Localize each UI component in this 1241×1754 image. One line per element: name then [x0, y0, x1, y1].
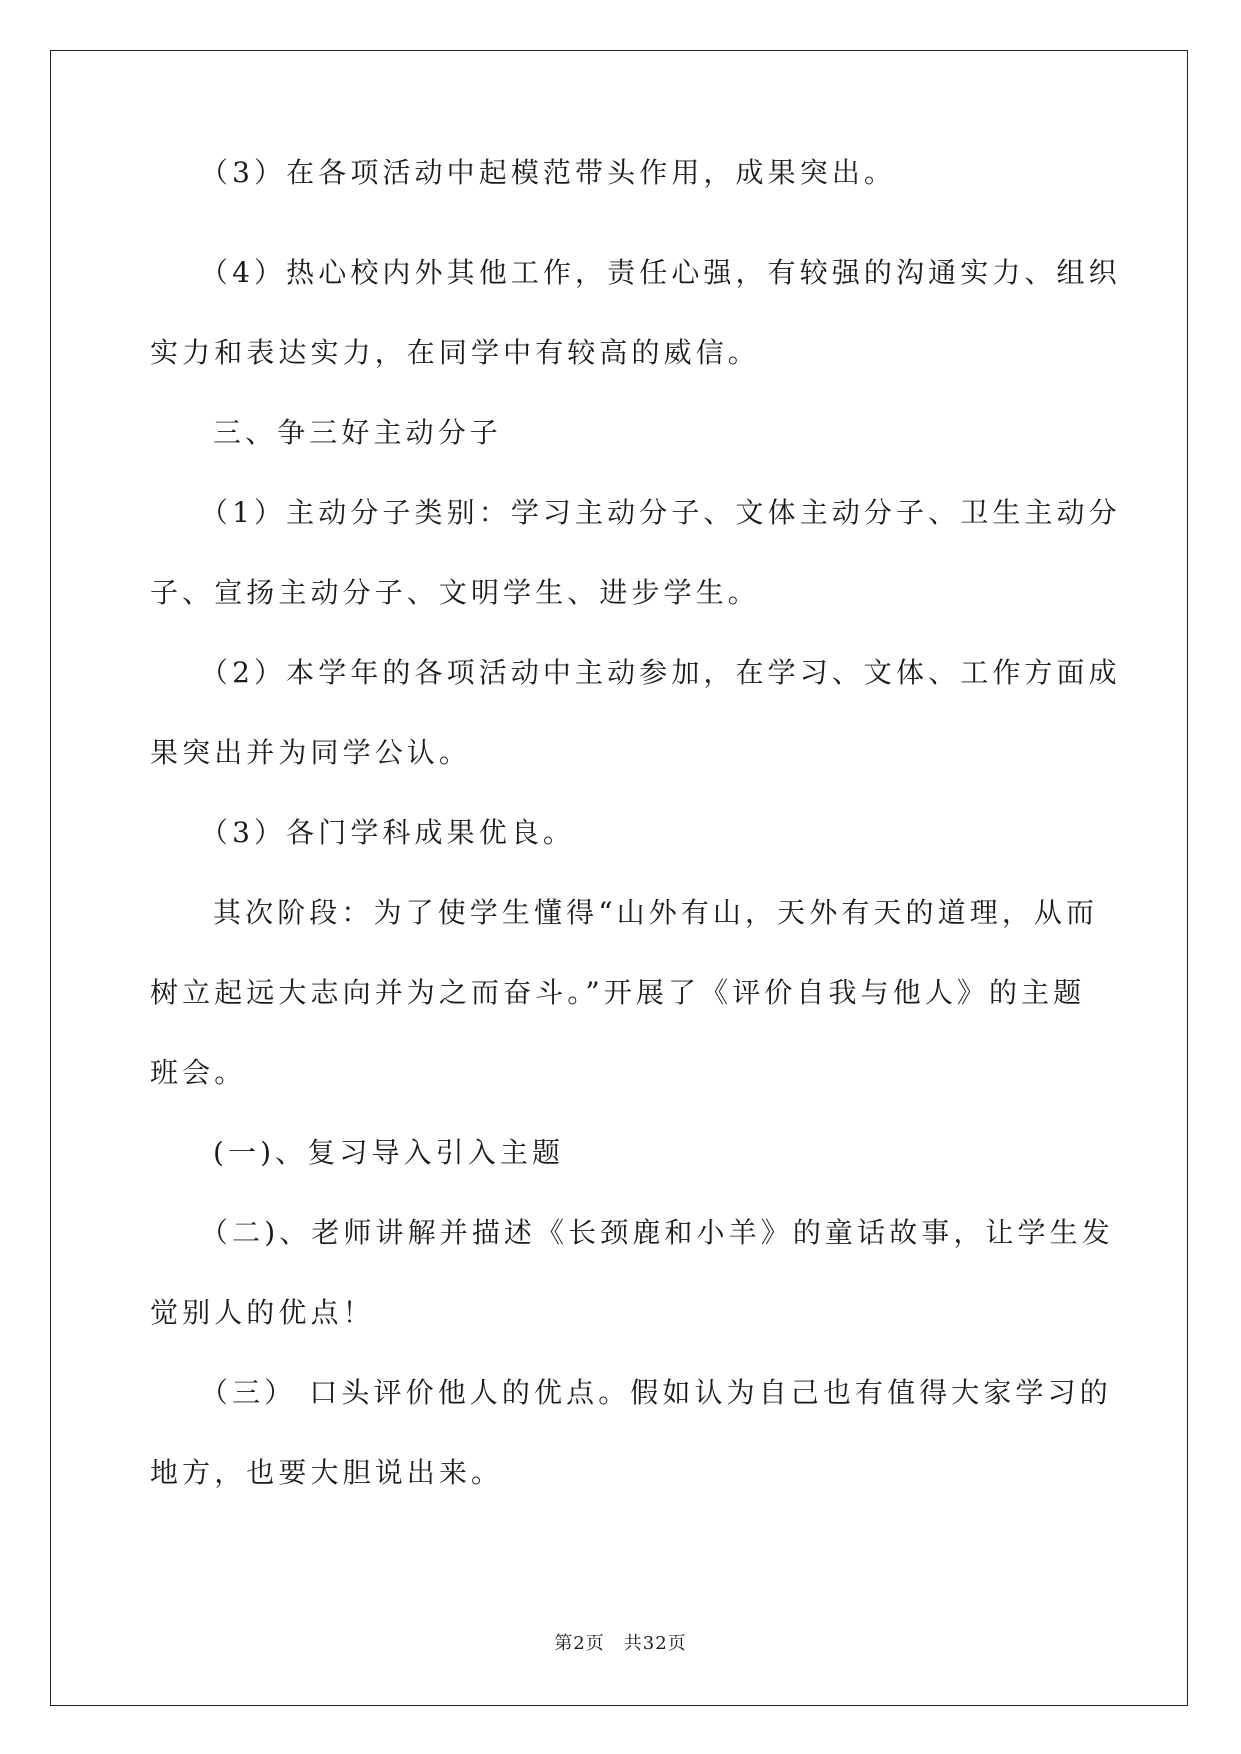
paragraph-line: 实力和表达实力，在同学中有较高的威信。 [150, 336, 760, 369]
paragraph-line: 其次阶段：为了使学生懂得“山外有山，天外有天的道理，从而 [213, 896, 1099, 929]
paragraph-line: （二)、老师讲解并描述《长颈鹿和小羊》的童话故事，让学生发 [200, 1216, 1114, 1249]
paragraph-line: 子、宣扬主动分子、文明学生、进步学生。 [150, 576, 760, 609]
paragraph-line: 觉别人的优点！ [150, 1296, 375, 1329]
paragraph-line: （4）热心校内外其他工作，责任心强，有较强的沟通实力、组织 [200, 256, 1121, 289]
paragraph-line: 果突出并为同学公认。 [150, 736, 472, 769]
paragraph-line: 树立起远大志向并为之而奋斗。”开展了《评价自我与他人》的主题 [150, 976, 1086, 1009]
section-heading: 三、争三好主动分子 [213, 416, 502, 449]
page-number-footer: 第2页 共32页 [554, 1633, 687, 1654]
paragraph-line: （3）各门学科成果优良。 [200, 816, 576, 849]
paragraph-line: （1）主动分子类别：学习主动分子、文体主动分子、卫生主动分 [200, 496, 1121, 529]
paragraph-line: 地方，也要大胆说出来。 [150, 1456, 504, 1489]
paragraph-line: （三） 口头评价他人的优点。假如认为自己也有值得大家学习的 [200, 1376, 1112, 1409]
paragraph-line: 班会。 [150, 1056, 247, 1089]
section-heading: (一)、复习导入引入主题 [213, 1136, 565, 1169]
paragraph-line: （3）在各项活动中起模范带头作用，成果突出。 [200, 156, 897, 189]
paragraph-line: （2）本学年的各项活动中主动参加，在学习、文体、工作方面成 [200, 656, 1121, 689]
